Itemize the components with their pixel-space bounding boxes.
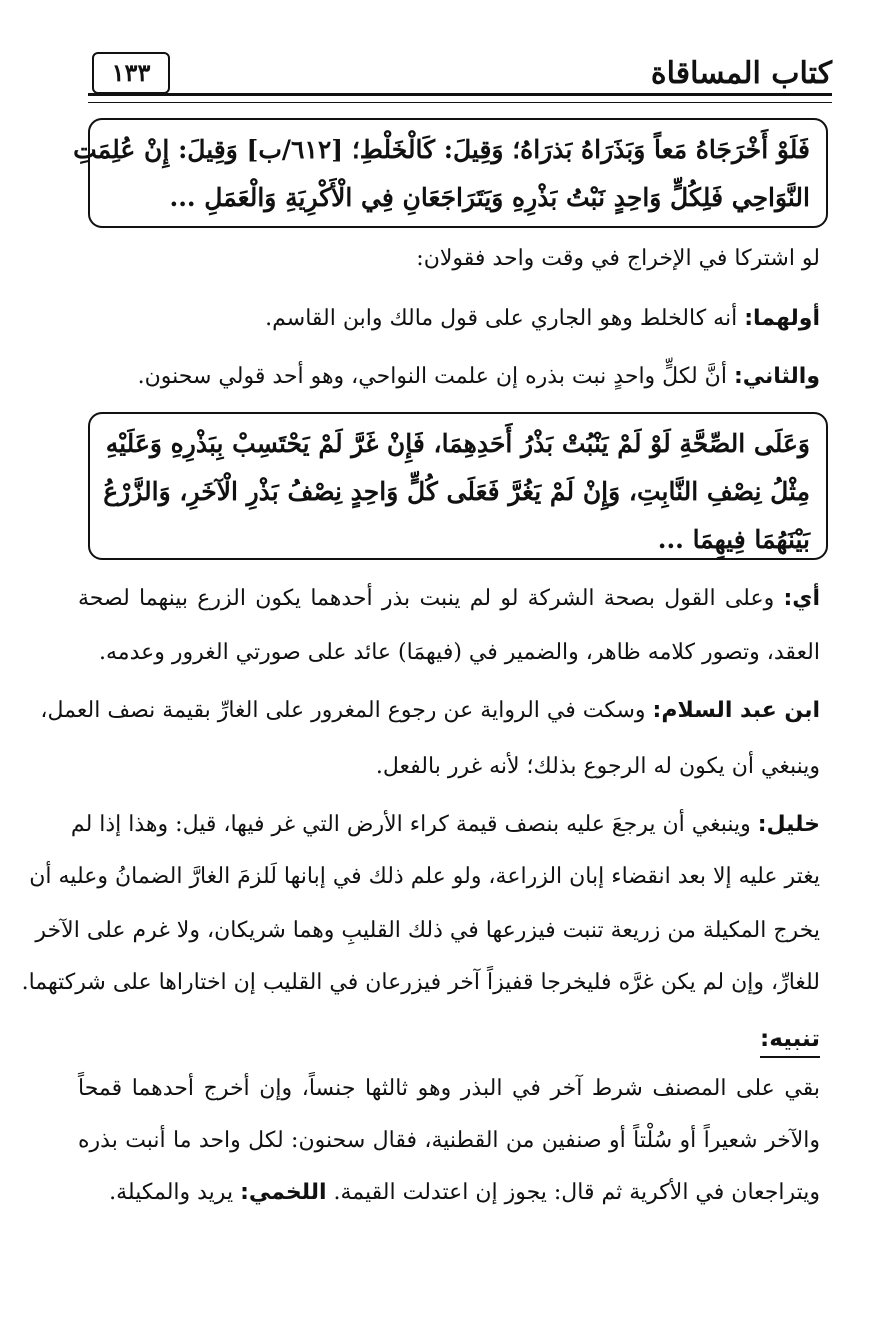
body-text: أنه كالخلط وهو الجاري على قول مالك وابن القاسم. <box>265 306 745 331</box>
term-label: اللخمي: <box>240 1180 327 1205</box>
term-label: أي: <box>783 586 820 611</box>
term-label: خليل: <box>757 812 820 837</box>
body-line: بقي على المصنف شرط آخر في البذر وهو ثالثها جنساً، وإن أخرج أحدهما قمحاً <box>78 1076 820 1101</box>
matn-line: النَّوَاحِي فَلِكُلٍّ وَاحِدٍ نَبْتُ بَذْرِهِ وَيَتَرَاجَعَانِ فِي الْأَكْرِيَةِ وَالْعَمَلِ ... <box>169 183 810 212</box>
header-rule <box>88 93 832 103</box>
body-line: للغارِّ، وإن لم يكن غرَّه فليخرجا قفيزاً آخر فيزرعان في القليب إن اختاراها على شركتهما. <box>21 970 820 995</box>
matn-line: وَعَلَى الصِّحَّةِ لَوْ لَمْ يَنْبُتْ بَذْرُ أَحَدِهِمَا، فَإِنْ غَرَّ لَمْ يَحْتَسِبْ بِبَذْرِهِ وَعَلَيْهِ <box>105 429 810 458</box>
term-label: أولهما: <box>744 306 820 331</box>
body-line: العقد، وتصور كلامه ظاهر، والضمير في (فيهمَا) عائد على صورتي الغرور وعدمه. <box>99 640 820 665</box>
body-line <box>265 302 820 336</box>
matn-line: بَيْنَهُمَا فِيهِمَا ... <box>657 525 810 554</box>
matn-box-1 <box>73 118 828 228</box>
body-line: يغتر عليه إلا بعد انقضاء إبان الزراعة، ولو علم ذلك في إبانها لَلزمَ الغارَّ الضمانُ وعليه أن <box>29 864 820 889</box>
body-line <box>138 360 820 394</box>
section-heading: تنبيه: <box>760 1022 820 1058</box>
body-line <box>40 694 820 728</box>
body-line: والآخر شعيراً أو سُلْتاً أو صنفين من القطنية، فقال سحنون: لكل واحد ما أنبت بذره <box>78 1128 820 1153</box>
page-number: ١٣٣ <box>92 52 170 94</box>
body-text: وينبغي أن يرجعَ عليه بنصف قيمة كراء الأرض التي غر فيها، قيل: وهذا إذا لم <box>70 812 758 837</box>
body-line <box>78 582 820 616</box>
matn-box-2 <box>88 412 828 560</box>
body-text: وسكت في الرواية عن رجوع المغرور على الغارِّ بقيمة نصف العمل، <box>40 698 653 723</box>
running-header-title: كتاب المساقاة <box>650 56 832 91</box>
body-text: وعلى القول بصحة الشركة لو لم ينبت بذر أحدهما يكون الزرع بينهما لصحة <box>78 586 784 611</box>
term-label: والثاني: <box>733 364 820 389</box>
body-text: يريد والمكيلة. <box>109 1180 241 1205</box>
matn-line: مِثْلُ نِصْفِ النَّابِتِ، وَإِنْ لَمْ يَغُرَّ فَعَلَى كُلٍّ وَاحِدٍ نِصْفُ بَذْرِ الْآخَرِ، وَالزَّرْعُ <box>103 477 810 506</box>
body-line: يخرج المكيلة من زريعة تنبت فيزرعها في ذلك القليبِ وهما شريكان، ولا غرم على الآخر <box>35 918 820 943</box>
body-line: وينبغي أن يكون له الرجوع بذلك؛ لأنه غرر بالفعل. <box>375 754 820 779</box>
matn-line: فَلَوْ أَخْرَجَاهُ مَعاً وَبَذَرَاهُ بَذرَاهُ؛ وَقِيلَ: كَالْخَلْطِ؛ [٦١٢/ب] وَقِيلَ: إِنْ عُلِمَتِ <box>73 135 810 164</box>
body-text: أنَّ لكلٍّ واحدٍ نبت بذره إن علمت النواحي، وهو أحد قولي سحنون. <box>137 364 734 389</box>
body-text: ويتراجعان في الأكرية ثم قال: يجوز إن اعتدلت القيمة. <box>326 1180 820 1205</box>
body-line <box>70 808 820 842</box>
body-line: لو اشتركا في الإخراج في وقت واحد فقولان: <box>416 246 820 271</box>
term-label: ابن عبد السلام: <box>652 698 820 723</box>
body-line <box>109 1176 820 1210</box>
